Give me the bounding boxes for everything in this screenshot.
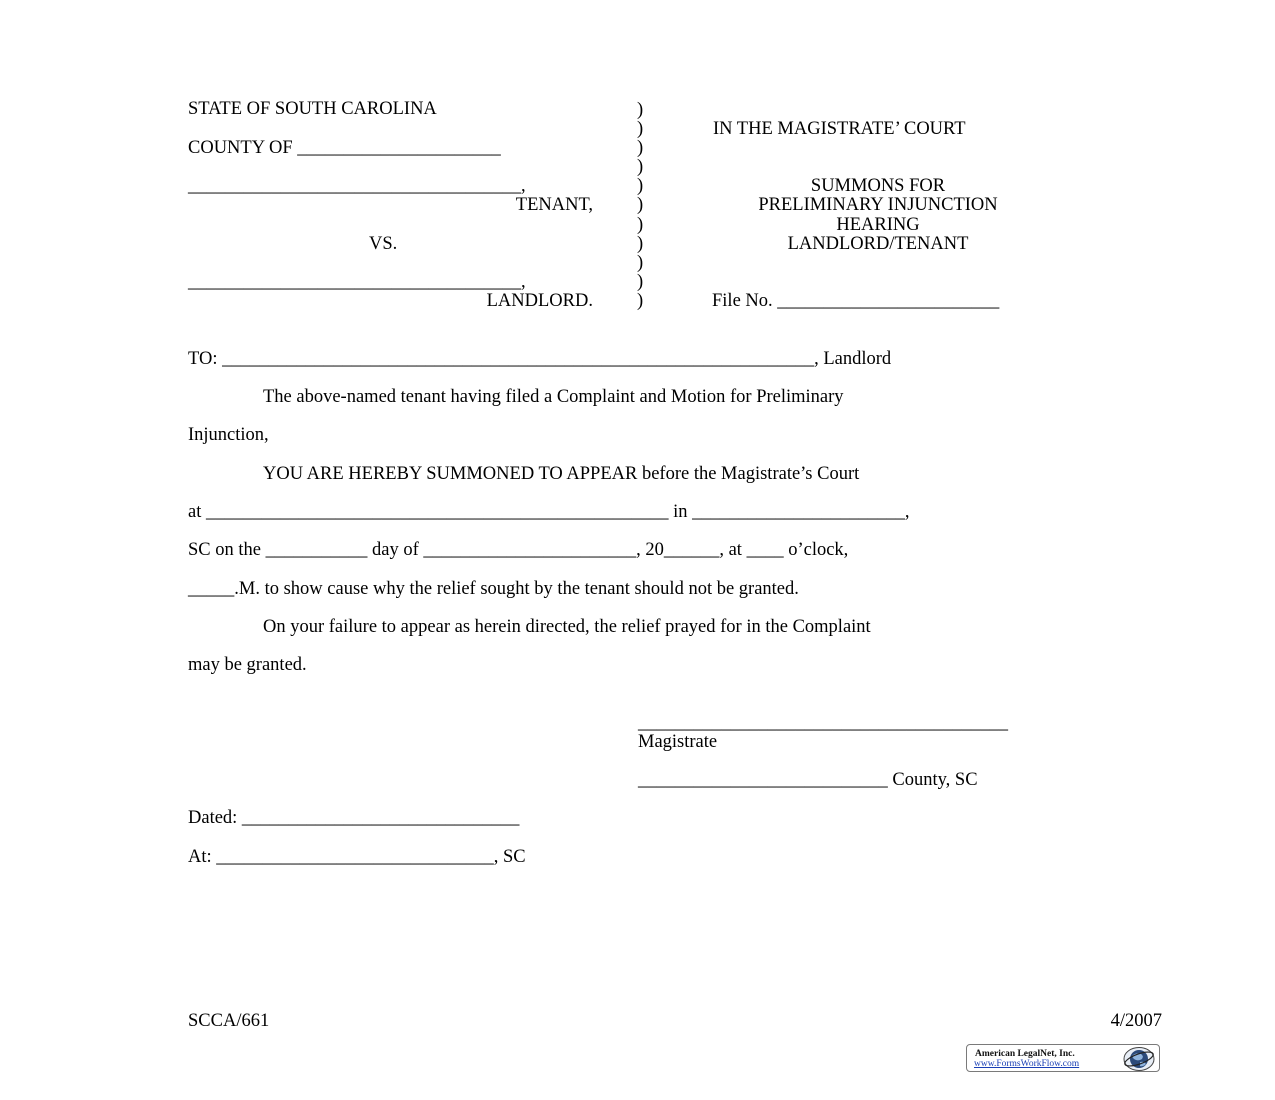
logo-company-name: American LegalNet, Inc. [975, 1049, 1075, 1059]
globe-icon [1122, 1046, 1156, 1072]
caption-paren: ) [637, 215, 644, 235]
to-landlord-line: TO: ________________________________________________________________, Landlord [188, 349, 892, 369]
state-heading: STATE OF SOUTH CAROLINA [188, 99, 437, 119]
hearing-date-line: SC on the ___________ day of _______________________, 20______, at ____ o’clock, [188, 540, 849, 560]
landlord-label: LANDLORD. [486, 291, 593, 311]
summons-paragraph: YOU ARE HEREBY SUMMONED TO APPEAR before the Magistrate’s Court [263, 464, 860, 484]
landlord-name-blank: ____________________________________, [188, 272, 526, 292]
hearing-location-line: at __________________________________________________ in _______________________, [188, 502, 910, 522]
caption-paren: ) [637, 138, 644, 158]
document-title-line: HEARING [836, 215, 920, 235]
caption-paren: ) [637, 157, 644, 177]
tenant-label: TENANT, [515, 195, 593, 215]
county-field: COUNTY OF ______________________ [188, 138, 501, 158]
logo-url-link[interactable]: www.FormsWorkFlow.com [974, 1059, 1080, 1069]
failure-paragraph: On your failure to appear as herein directed, the relief prayed for in the Complaint [263, 617, 871, 637]
magistrate-label: Magistrate [638, 732, 718, 752]
document-title-line: PRELIMINARY INJUNCTION [758, 195, 998, 215]
caption-paren: ) [637, 253, 644, 273]
document-title-line: SUMMONS FOR [810, 176, 946, 196]
form-id: SCCA/661 [188, 1011, 270, 1031]
county-sc-line: ___________________________ County, SC [638, 770, 978, 790]
paragraph-text: Injunction, [188, 425, 269, 445]
versus-label: VS. [369, 234, 398, 254]
failure-paragraph-end: may be granted. [188, 655, 307, 675]
at-location-field: At: ______________________________, SC [188, 847, 526, 867]
signature-line: ________________________________________ [638, 713, 1008, 733]
caption-paren: ) [637, 272, 644, 292]
paragraph-text: The above-named tenant having filed a Complaint and Motion for Preliminary [263, 387, 844, 407]
court-name: IN THE MAGISTRATE’ COURT [713, 119, 966, 139]
tenant-name-blank: ____________________________________, [188, 176, 526, 196]
caption-paren: ) [637, 195, 644, 215]
dated-field: Dated: ______________________________ [188, 808, 520, 828]
form-date: 4/2007 [1110, 1011, 1162, 1031]
show-cause-line: _____.M. to show cause why the relief sought by the tenant should not be granted. [188, 579, 799, 599]
file-number-field: File No. ________________________ [712, 291, 1000, 311]
document-title-line: LANDLORD/TENANT [787, 234, 969, 254]
american-legalnet-logo [966, 1044, 1160, 1072]
caption-paren: ) [637, 100, 644, 120]
caption-paren: ) [637, 291, 644, 311]
caption-paren: ) [637, 176, 644, 196]
caption-paren: ) [637, 234, 644, 254]
caption-paren: ) [637, 119, 644, 139]
